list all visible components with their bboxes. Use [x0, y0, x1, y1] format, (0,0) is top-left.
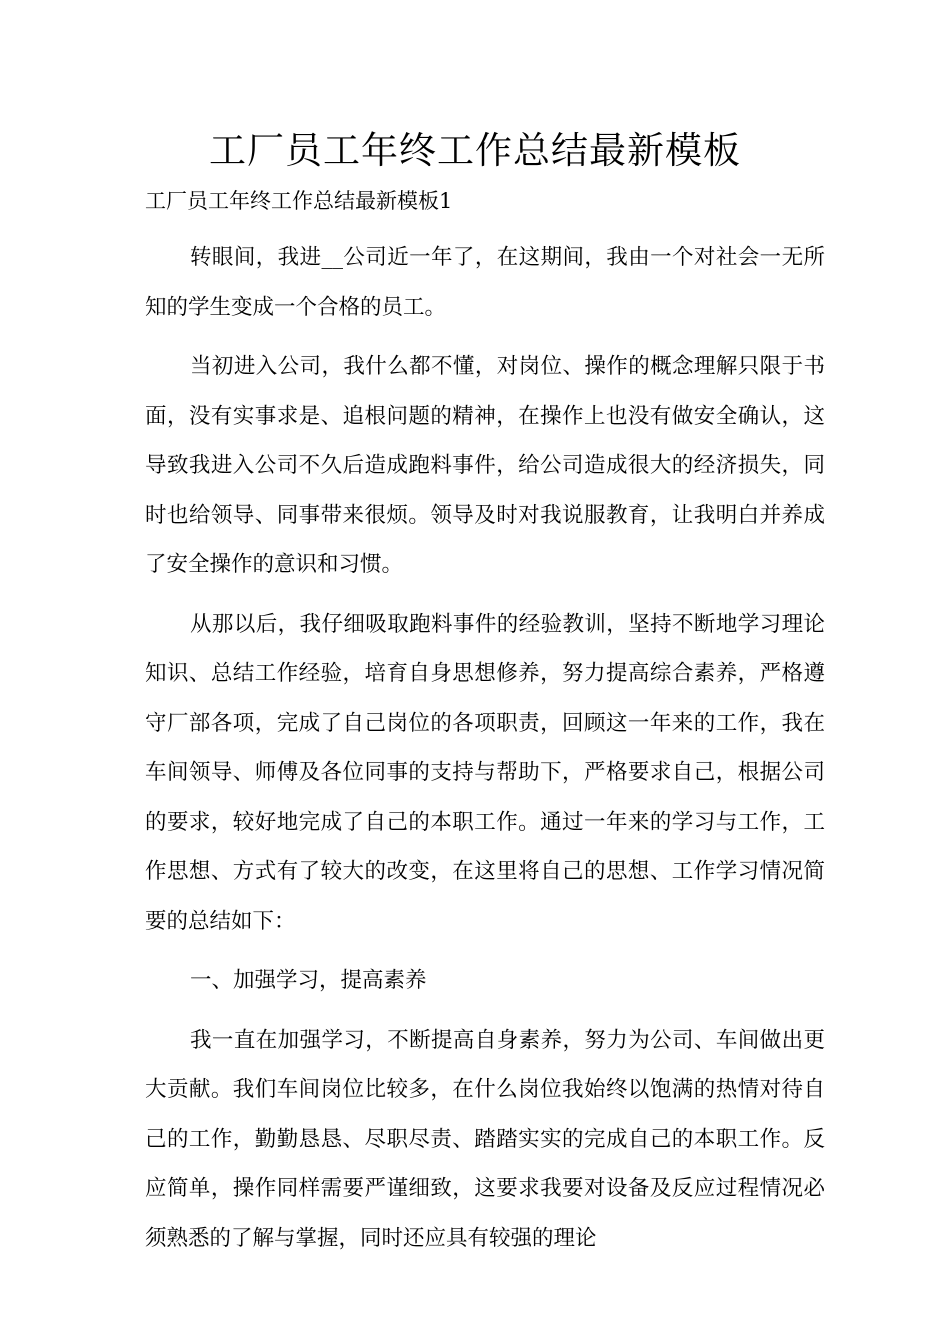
paragraph-learning: 我一直在加强学习，不断提高自身素养，努力为公司、车间做出更大贡献。我们车间岗位比较多，在什么岗位我始终以饱满的热情对待自己的工作，勤勤恳恳、尽职尽责、踏踏实实的完成自己的本职工作。反应简单，操作同样需要严谨细致，这要求我要对设备及反应过程情况必须熟悉的了解与掌握，同时还应具有较强的理论: [145, 1027, 825, 1251]
document-body: [145, 233, 825, 1273]
paragraph-beginning: 当初进入公司，我什么都不懂，对岗位、操作的概念理解只限于书面，没有实事求是、追根问题的精神，在操作上也没有做安全确认，这导致我进入公司不久后造成跑料事件，给公司造成很大的经济损失，同时也给领导、同事带来很烦。领导及时对我说服教育，让我明白并养成了安全操作的意识和习惯。: [145, 354, 825, 577]
document-title: 工厂员工年终工作总结最新模板: [209, 129, 741, 172]
paragraph-intro: 转眼间，我进__公司近一年了，在这期间，我由一个对社会一无所知的学生变成一个合格的员工。: [145, 245, 825, 320]
document-subtitle: 工厂员工年终工作总结最新模板1: [145, 189, 453, 213]
section-heading-learning: 一、加强学习，提高素养: [190, 968, 427, 993]
paragraph-lessons: 从那以后，我仔细吸取跑料事件的经验教训，坚持不断地学习理论知识、总结工作经验，培育自身思想修养，努力提高综合素养，严格遵守厂部各项，完成了自己岗位的各项职责，回顾这一年来的工作，我在车间领导、师傅及各位同事的支持与帮助下，严格要求自己，根据公司的要求，较好地完成了自己的本职工作。通过一年来的学习与工作，工作思想、方式有了较大的改变，在这里将自己的思想、工作学习情况简要的总结如下：: [145, 611, 825, 934]
